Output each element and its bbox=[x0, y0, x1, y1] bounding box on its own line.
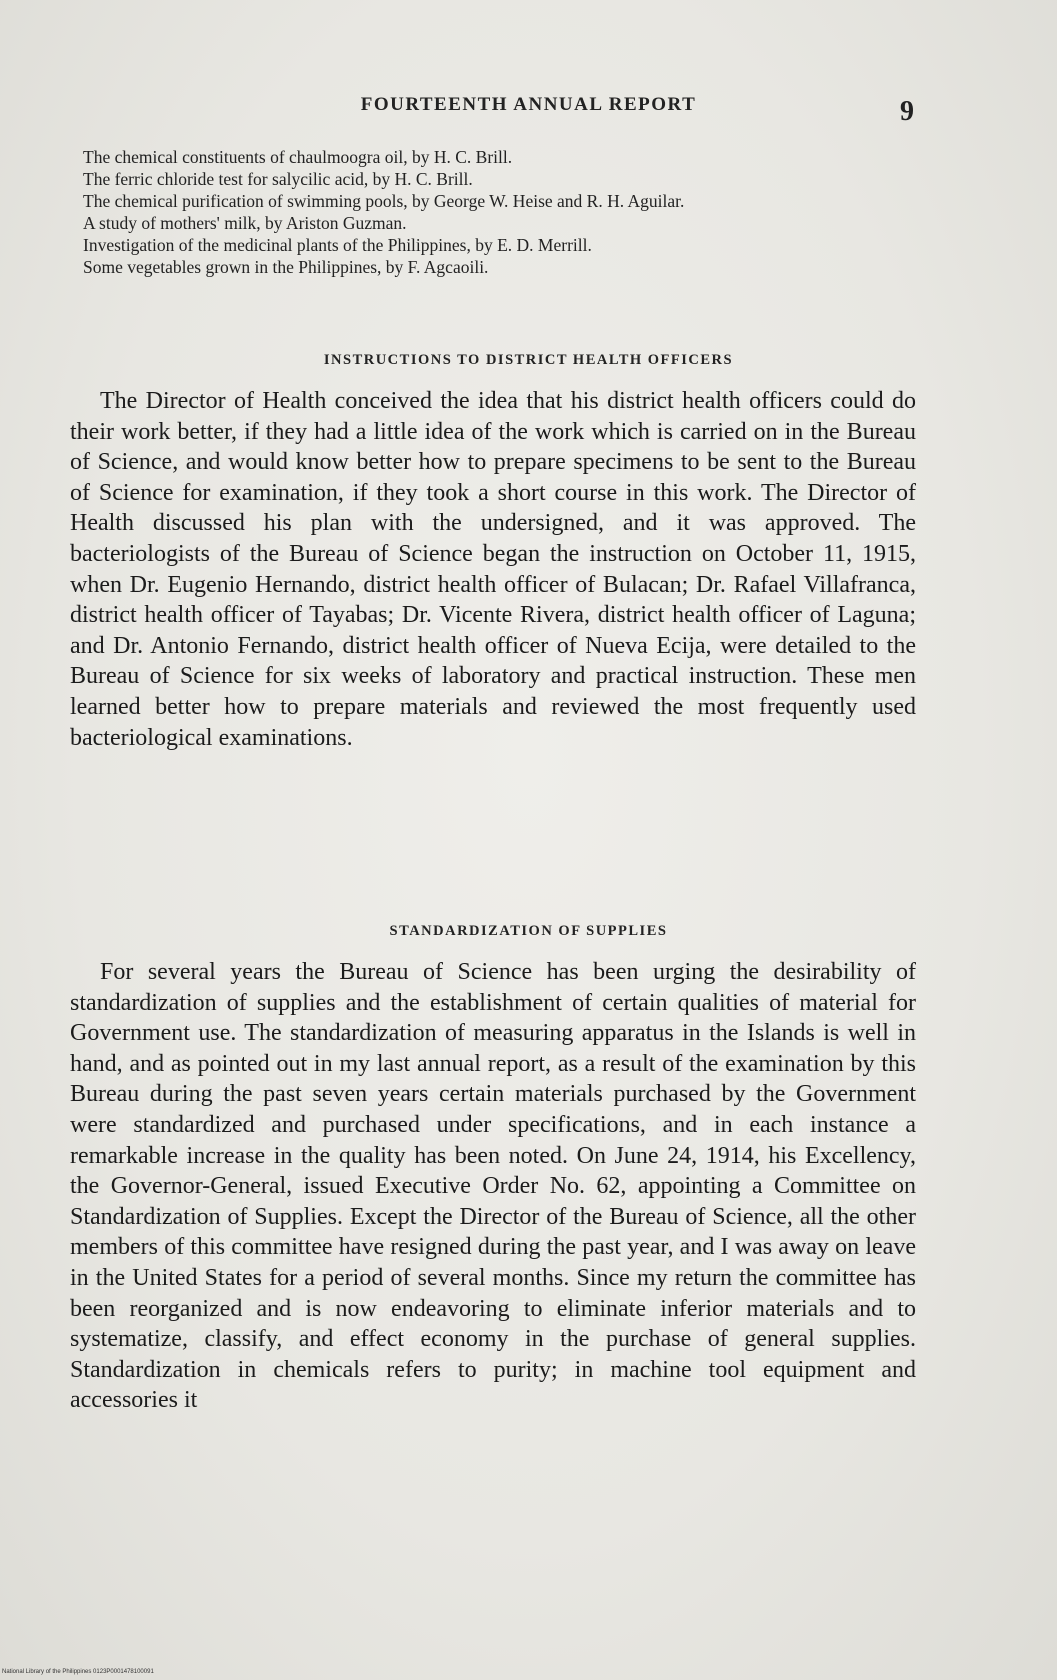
page-number: 9 bbox=[900, 96, 914, 127]
reference-list bbox=[83, 146, 928, 278]
section-heading-standardization: STANDARDIZATION OF SUPPLIES bbox=[389, 923, 668, 939]
library-credit: National Library of the Philippines 0123P0001478100091 bbox=[2, 1669, 154, 1675]
running-head: FOURTEENTH ANNUAL REPORT bbox=[360, 94, 697, 115]
section-paragraph-instructions: The Director of Health conceived the idea that his district health officers could do their work better, if they had a little idea of the work which is carried on in the Bureau of Science, and would know better how to prepare specimens to be sent to the Bureau of Science for examination, if they took a short course in this work. The Director of Health discussed his plan with the undersigned, and it was approved. The bacteriologists of the Bureau of Science began the instruction on October 11, 1915, when Dr. Eugenio Hernando, district health officer of Bulacan; Dr. Rafael Villafranca, district health officer of Tayabas; Dr. Vicente Rivera, district health officer of Laguna; and Dr. Antonio Fernando, district health officer of Nueva Ecija, were detailed to the Bureau of Science for six weeks of laboratory and practical instruction. These men learned better how to prepare materials and reviewed the most frequently used bacteriological examinations. bbox=[70, 388, 916, 751]
reference-item: The chemical constituents of chaulmoogra oil, by H. C. Brill. bbox=[83, 147, 513, 167]
reference-item: A study of mothers' milk, by Ariston Guzman. bbox=[83, 213, 407, 233]
reference-item: The chemical purification of swimming pools, by George W. Heise and R. H. Aguilar. bbox=[83, 191, 685, 211]
reference-item: The ferric chloride test for salycilic acid, by H. C. Brill. bbox=[83, 169, 473, 189]
section-paragraph-standardization: For several years the Bureau of Science has been urging the desirability of standardization of supplies and the establishment of certain qualities of material for Government use. The standardization of measuring apparatus in the Islands is well in hand, and as pointed out in my last annual report, as a result of the examination by this Bureau during the past seven years certain materials purchased by the Government were standardized and purchased under specifications, and in each instance a remarkable increase in the quality has been noted. On June 24, 1914, his Excellency, the Governor-General, issued Executive Order No. 62, appointing a Committee on Standardization of Supplies. Except the Director of the Bureau of Science, all the other members of this committee have resigned during the past year, and I was away on leave in the United States for a period of several months. Since my return the committee has been reorganized and is now endeavoring to eliminate inferior materials and to systematize, classify, and effect economy in the purchase of general supplies. Standardization in chemicals refers to purity; in machine tool equipment and accessories it bbox=[70, 959, 916, 1414]
reference-item: Some vegetables grown in the Philippines, by F. Agcaoili. bbox=[83, 257, 489, 277]
section-heading-instructions: INSTRUCTIONS TO DISTRICT HEALTH OFFICERS bbox=[323, 352, 734, 368]
reference-item: Investigation of the medicinal plants of the Philippines, by E. D. Merrill. bbox=[83, 235, 592, 255]
